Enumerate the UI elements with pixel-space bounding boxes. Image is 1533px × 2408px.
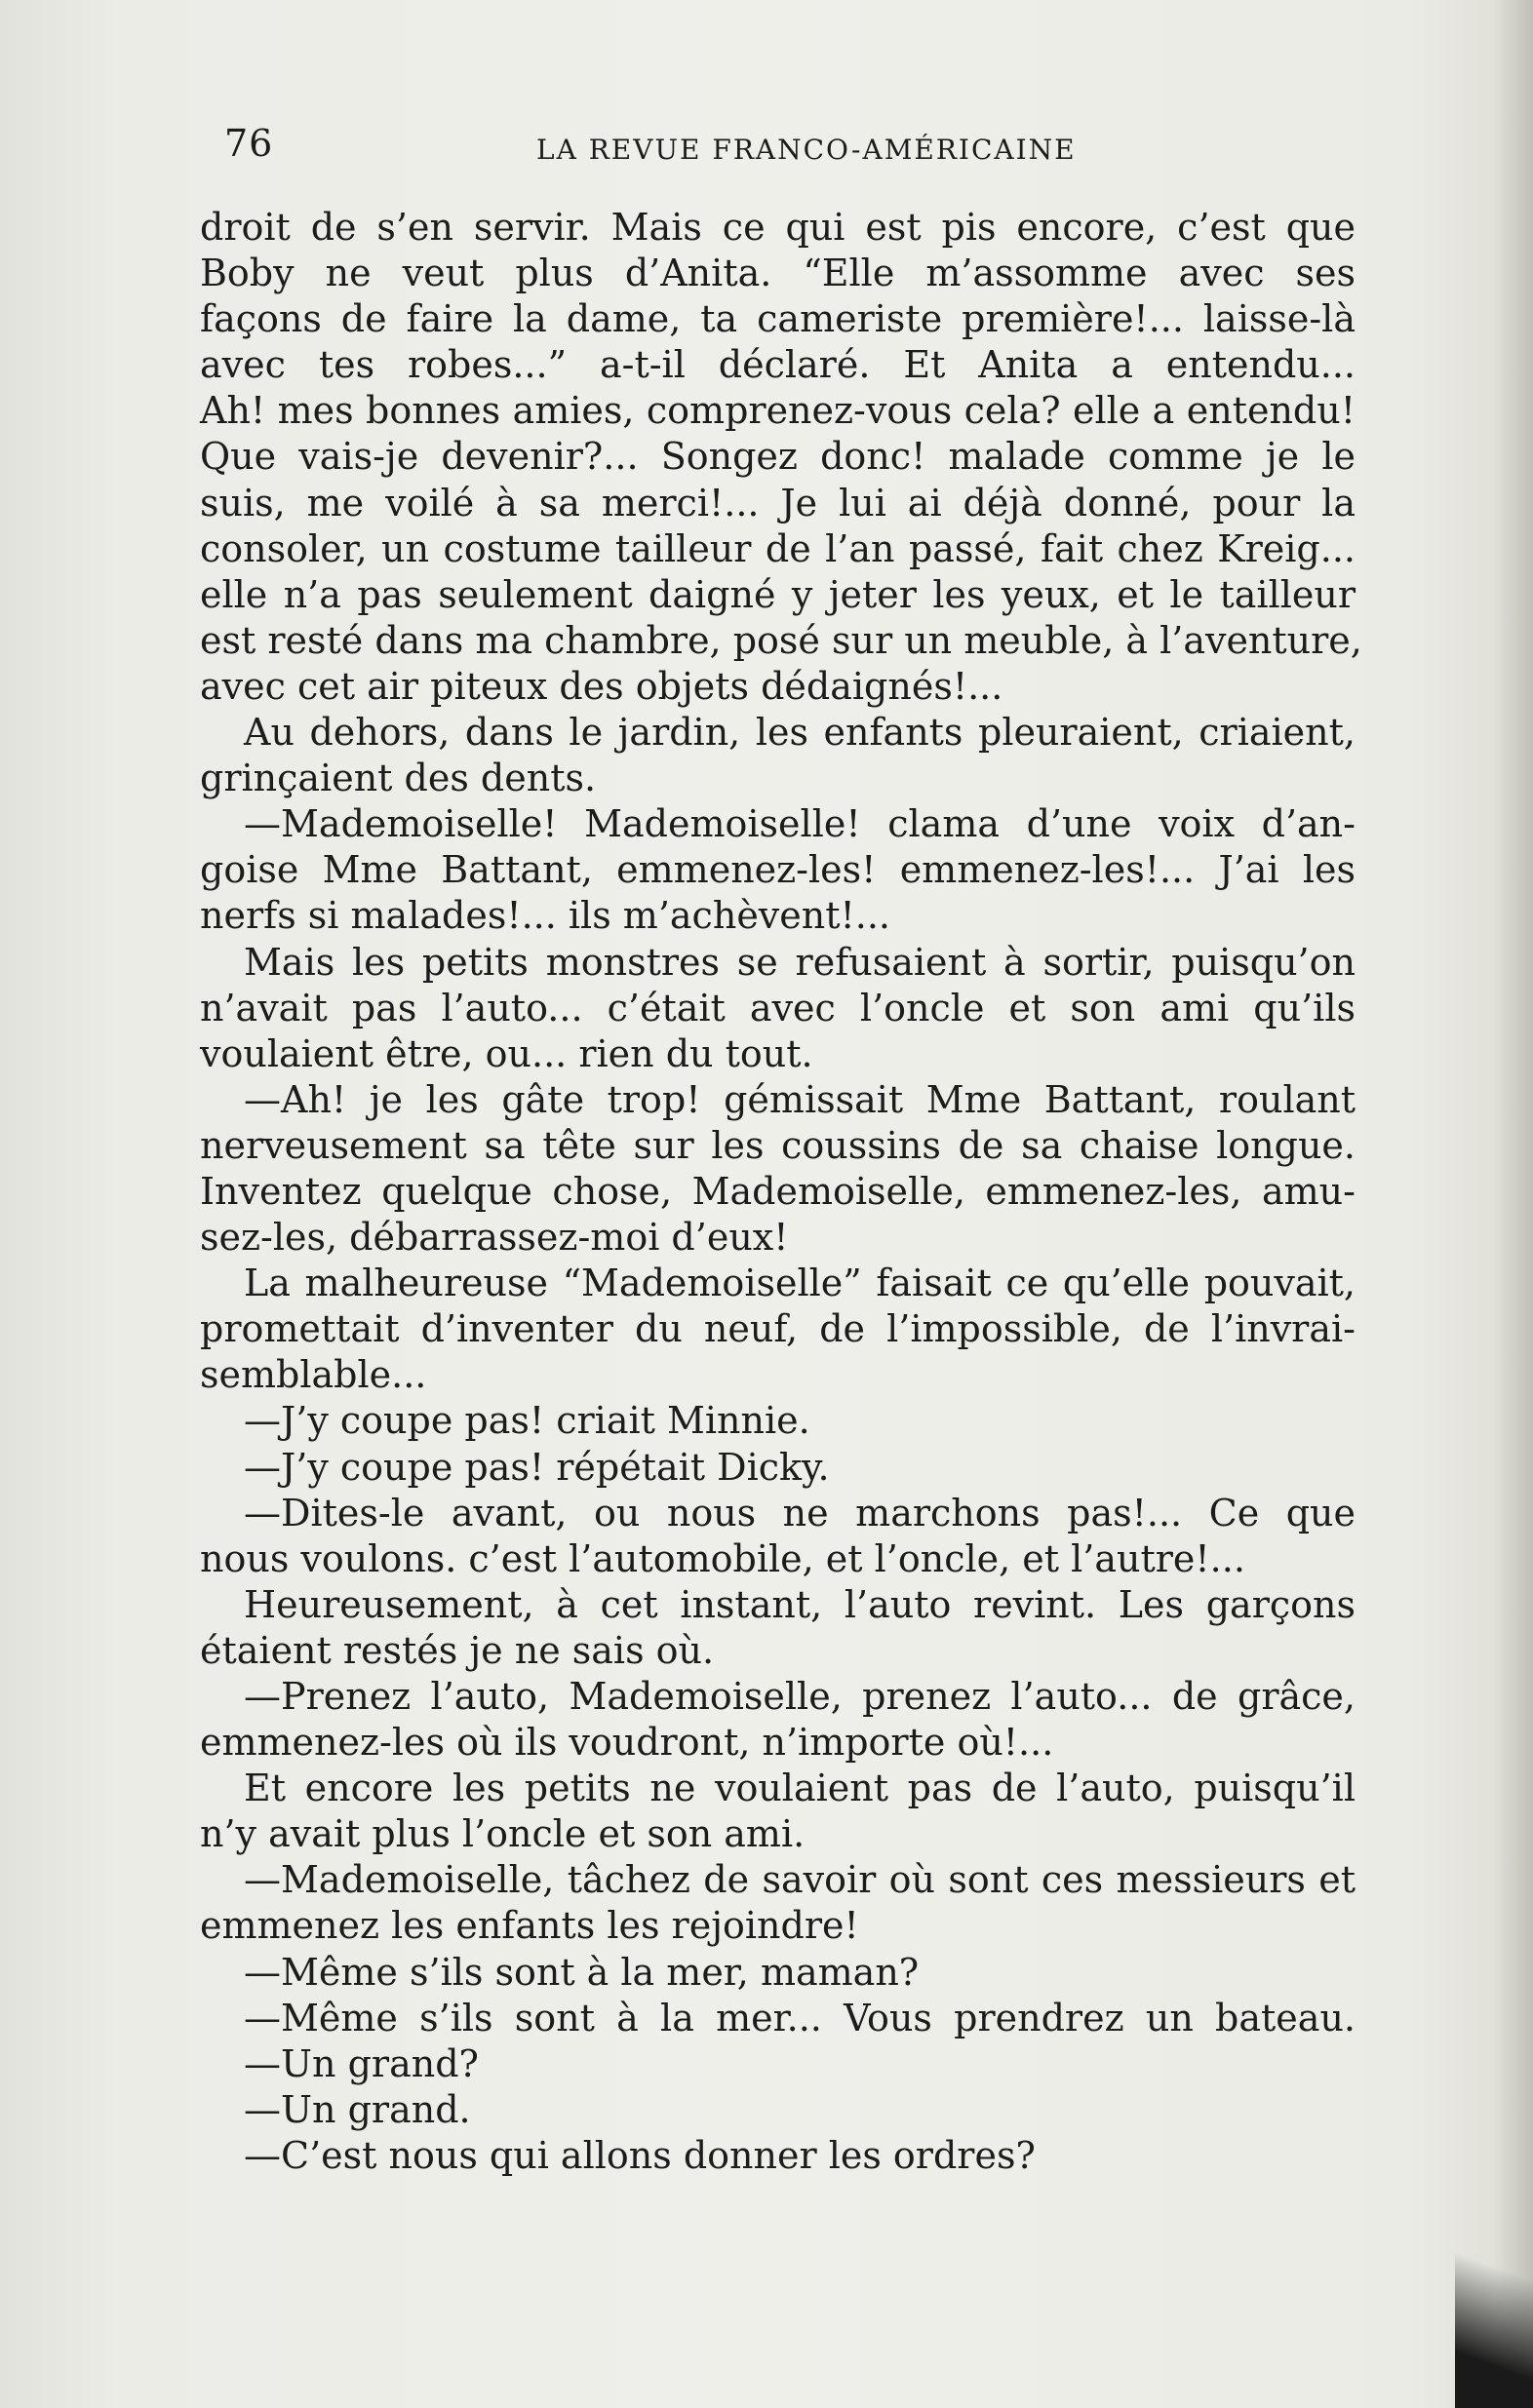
text-line: suis, me voilé à sa merci!... Je lui ai déjà donné, pour la <box>200 481 1356 524</box>
text-line: —Mademoiselle! Mademoiselle! clama d’une voix d’an- <box>244 802 1356 846</box>
text-line: avec tes robes...” a-t-il déclaré. Et Anita a entendu... <box>200 343 1356 387</box>
text-line: nerveusement sa tête sur les coussins de sa chaise longue. <box>200 1123 1356 1167</box>
text-line: —J’y coupe pas! criait Minnie. <box>244 1399 810 1443</box>
text-line: façons de faire la dame, ta cameriste première!... laisse-là <box>200 297 1356 341</box>
text-line: Boby ne veut plus d’Anita. “Elle m’assomme avec ses <box>200 252 1356 295</box>
page-edge-shadow <box>1494 0 1533 2408</box>
text-line: n’y avait plus l’oncle et son ami. <box>200 1812 806 1856</box>
page-corner-shadow <box>1455 2213 1533 2408</box>
text-line: —Un grand. <box>244 2087 471 2131</box>
text-line: —Mademoiselle, tâchez de savoir où sont ces messieurs et <box>244 1858 1356 1902</box>
text-line: droit de s’en servir. Mais ce qui est pis encore, c’est que <box>200 206 1356 249</box>
text-line: —Même s’ils sont à la mer... Vous prendrez un bateau. <box>244 1996 1356 2039</box>
text-line: —Un grand? <box>244 2041 479 2085</box>
text-line: Au dehors, dans le jardin, les enfants pleuraient, criaient, <box>244 711 1356 755</box>
running-title: LA REVUE FRANCO-AMÉRICAINE <box>536 134 1077 166</box>
text-line: —J’y coupe pas! répétait Dicky. <box>244 1445 830 1489</box>
text-line: emmenez-les où ils voudront, n’importe où!... <box>200 1721 1054 1765</box>
text-line: grinçaient des dents. <box>200 757 597 800</box>
text-line: étaient restés je ne sais où. <box>200 1628 715 1672</box>
text-line: nerfs si malades!... ils m’achèvent!... <box>200 894 891 938</box>
text-line: consoler, un costume tailleur de l’an passé, fait chez Kreig... <box>200 526 1356 570</box>
page-header <box>224 122 1356 171</box>
text-line: elle n’a pas seulement daigné y jeter les yeux, et le tailleur <box>200 572 1356 616</box>
page-number: 76 <box>224 122 274 165</box>
body-text <box>200 205 1362 2179</box>
text-line: n’avait pas l’auto... c’était avec l’oncle et son ami qu’ils <box>200 986 1356 1029</box>
text-line: Heureusement, à cet instant, l’auto revint. Les garçons <box>244 1582 1356 1626</box>
text-line: emmenez les enfants les rejoindre! <box>200 1904 859 1948</box>
text-line: est resté dans ma chambre, posé sur un meuble, à l’aventure, <box>200 618 1362 662</box>
text-line: —Ah! je les gâte trop! gémissait Mme Battant, roulant <box>244 1077 1356 1121</box>
text-line: Ah! mes bonnes amies, comprenez-vous cela? elle a entendu! <box>200 389 1356 433</box>
text-line: Et encore les petits ne voulaient pas de l’auto, puisqu’il <box>244 1767 1356 1810</box>
text-line: —C’est nous qui allons donner les ordres? <box>244 2133 1036 2177</box>
text-line: Que vais-je devenir?... Songez donc! malade comme je le <box>200 435 1356 479</box>
text-line: —Dites-le avant, ou nous ne marchons pas!... Ce que <box>244 1491 1356 1534</box>
text-line: Inventez quelque chose, Mademoiselle, emmenez-les, amu- <box>200 1169 1356 1213</box>
text-line: goise Mme Battant, emmenez-les! emmenez-les!... J’ai les <box>200 848 1356 892</box>
text-line: Mais les petits monstres se refusaient à sortir, puisqu’on <box>244 940 1356 984</box>
text-line: semblable... <box>200 1353 427 1397</box>
text-line: sez-les, débarrassez-moi d’eux! <box>200 1216 789 1260</box>
text-line: promettait d’inventer du neuf, de l’impossible, de l’invrai- <box>200 1307 1356 1351</box>
text-line: nous voulons. c’est l’automobile, et l’oncle, et l’autre!... <box>200 1536 1245 1580</box>
text-line: —Prenez l’auto, Mademoiselle, prenez l’auto... de grâce, <box>244 1675 1356 1718</box>
text-line: —Même s’ils sont à la mer, maman? <box>244 1950 920 1994</box>
text-line: voulaient être, ou... rien du tout. <box>200 1031 813 1075</box>
text-line: avec cet air piteux des objets dédaignés!... <box>200 664 1003 708</box>
text-line: La malheureuse “Mademoiselle” faisait ce qu’elle pouvait, <box>244 1262 1356 1305</box>
